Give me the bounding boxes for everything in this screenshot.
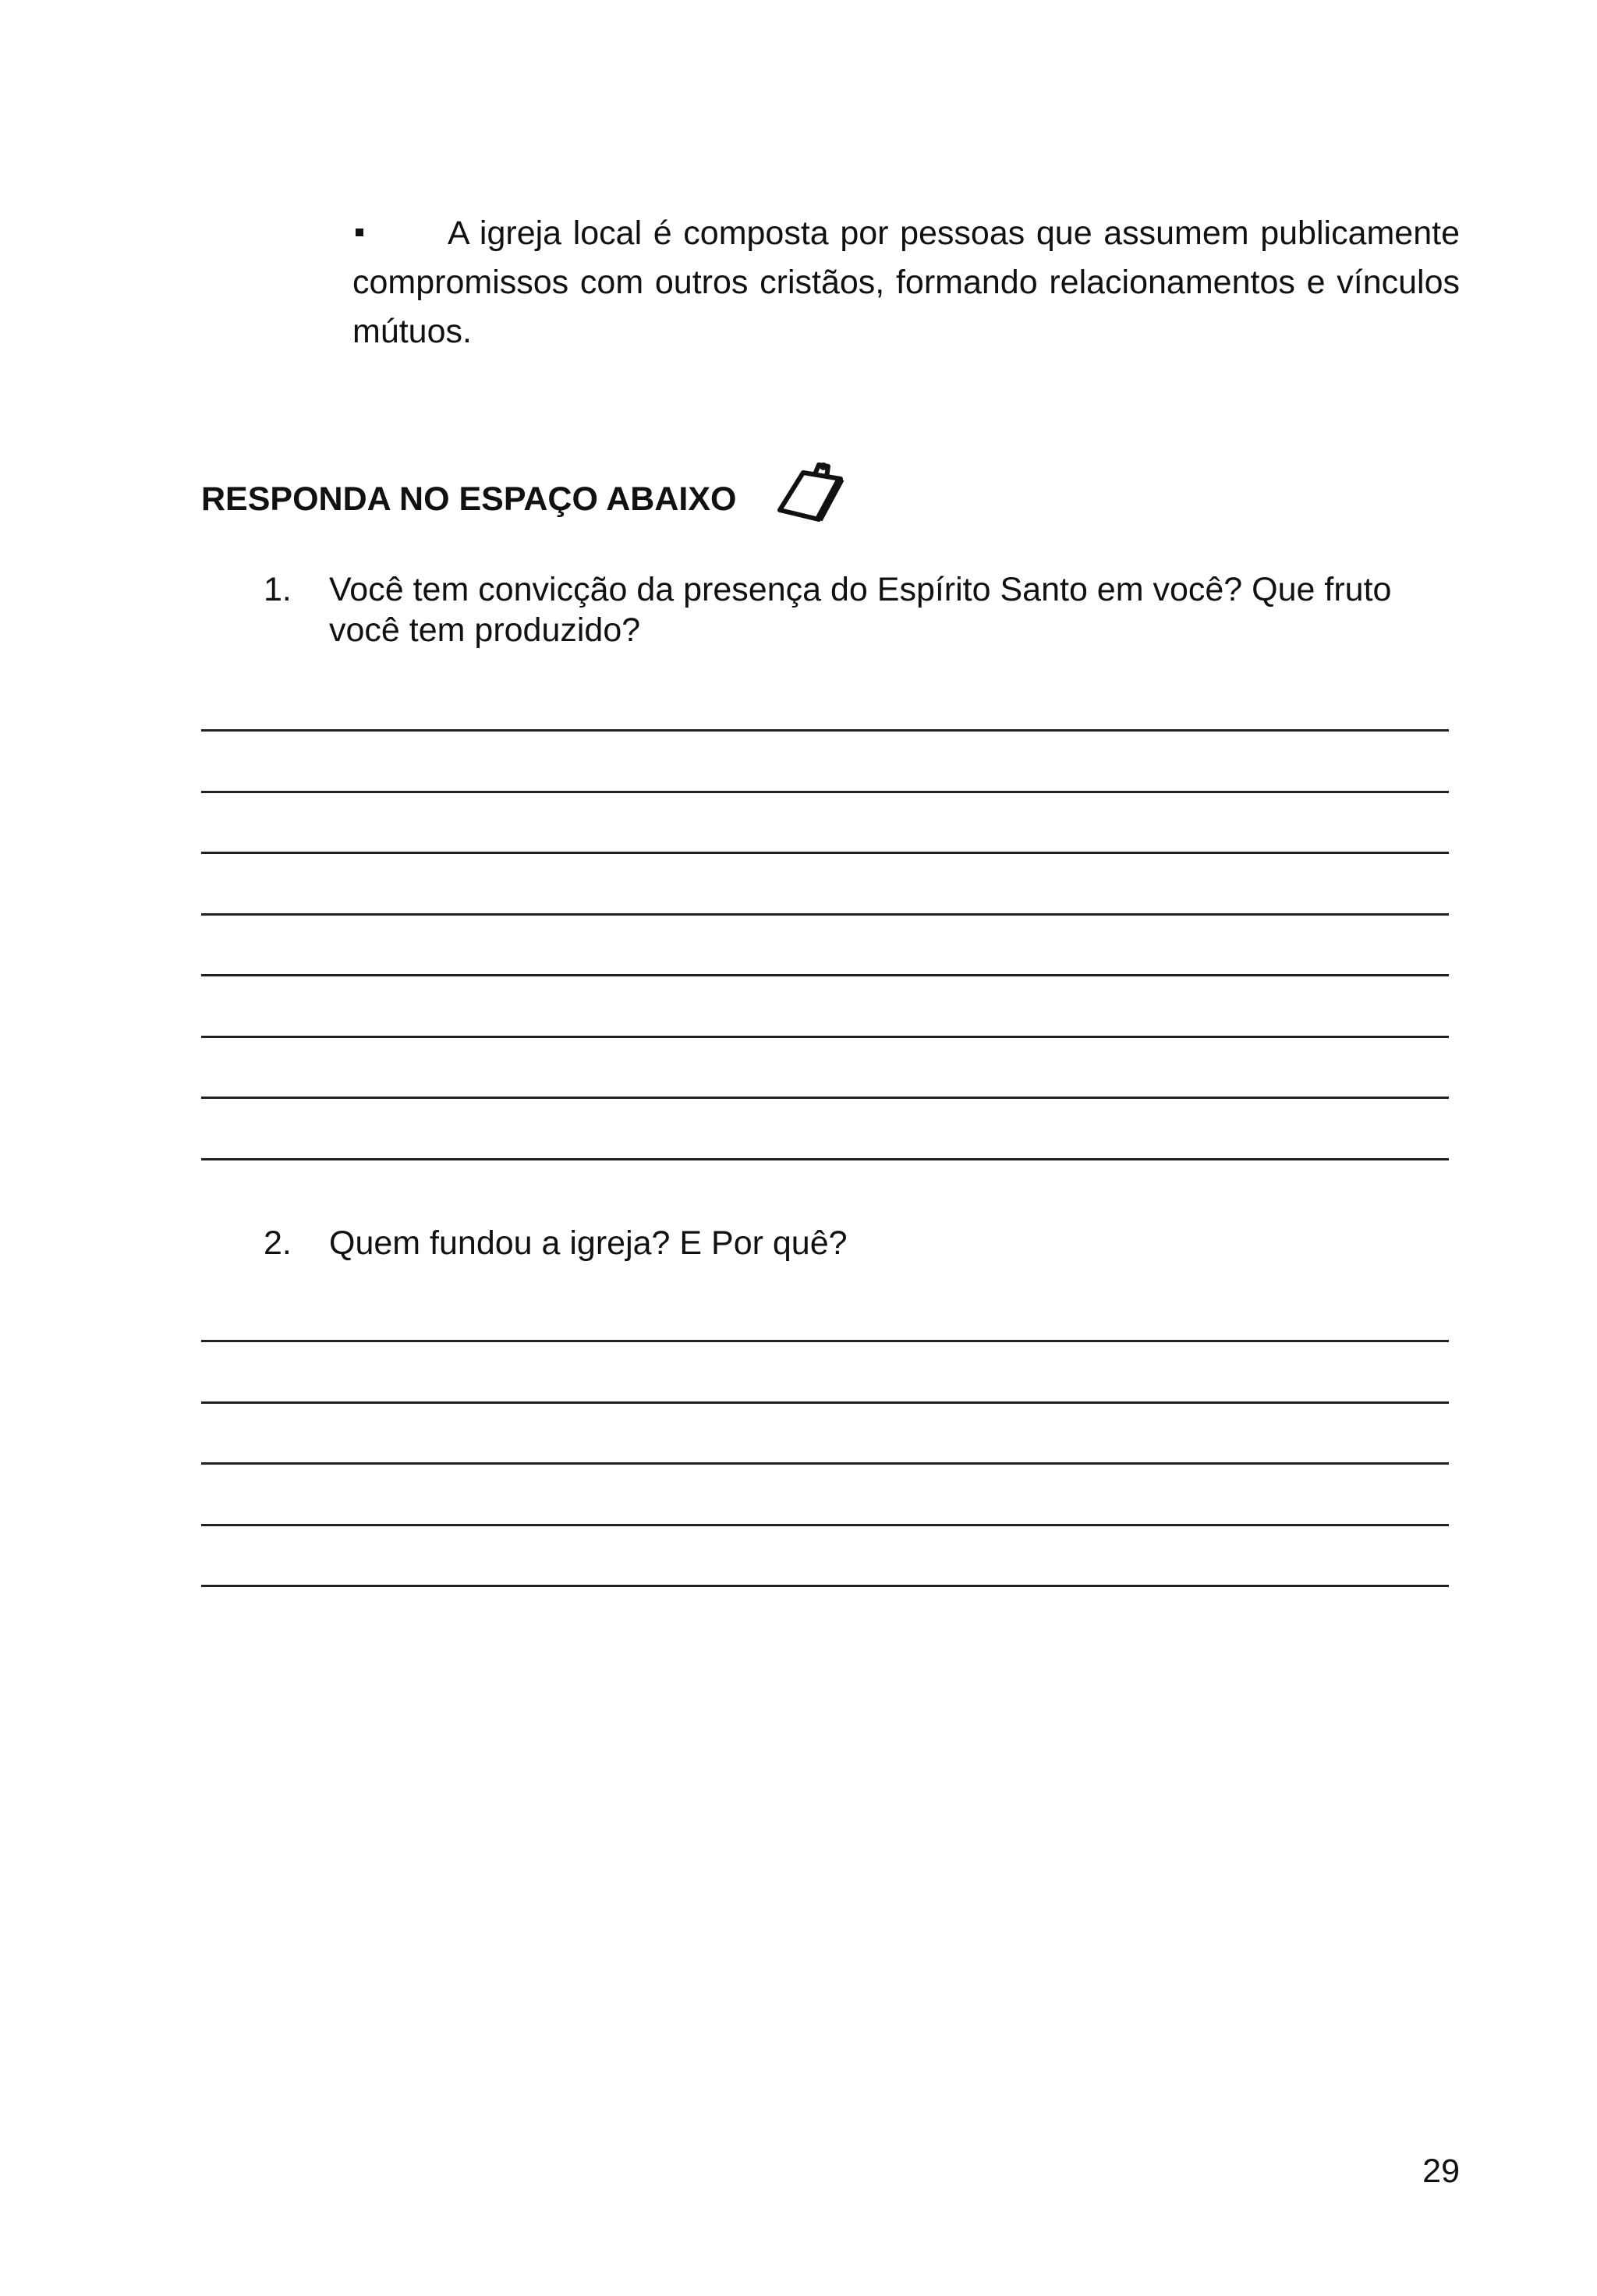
page-number: 29	[1422, 2152, 1460, 2190]
answer-line[interactable]	[201, 1462, 1449, 1465]
question-number: 1.	[264, 571, 292, 608]
answer-line[interactable]	[201, 974, 1449, 976]
question-number: 2.	[264, 1224, 292, 1262]
bullet-text: A igreja local é composta por pessoas que assumem publicamente compromissos com outros cristãos, formando relacionamentos e vínculos mútuos.	[352, 214, 1460, 350]
question-text: Quem fundou a igreja? E Por quê?	[329, 1224, 848, 1262]
answer-line[interactable]	[201, 1524, 1449, 1526]
section-heading: RESPONDA NO ESPAÇO ABAIXO	[201, 480, 737, 518]
answer-line[interactable]	[201, 1340, 1449, 1342]
clipboard-icon	[772, 455, 850, 526]
bullet-paragraph	[352, 209, 1460, 356]
answer-line[interactable]	[201, 791, 1449, 793]
answer-line[interactable]	[201, 1158, 1449, 1160]
answer-line[interactable]	[201, 913, 1449, 916]
square-bullet-icon	[356, 229, 363, 236]
question-1	[264, 569, 1460, 650]
answer-line[interactable]	[201, 729, 1449, 732]
answer-line[interactable]	[201, 852, 1449, 854]
question-2	[264, 1223, 1460, 1263]
answer-line[interactable]	[201, 1036, 1449, 1038]
answer-line[interactable]	[201, 1097, 1449, 1099]
question-text: Você tem convicção da presença do Espírito Santo em você? Que fruto você tem produzido?	[329, 571, 1392, 649]
answer-line[interactable]	[201, 1401, 1449, 1404]
answer-line[interactable]	[201, 1585, 1449, 1587]
